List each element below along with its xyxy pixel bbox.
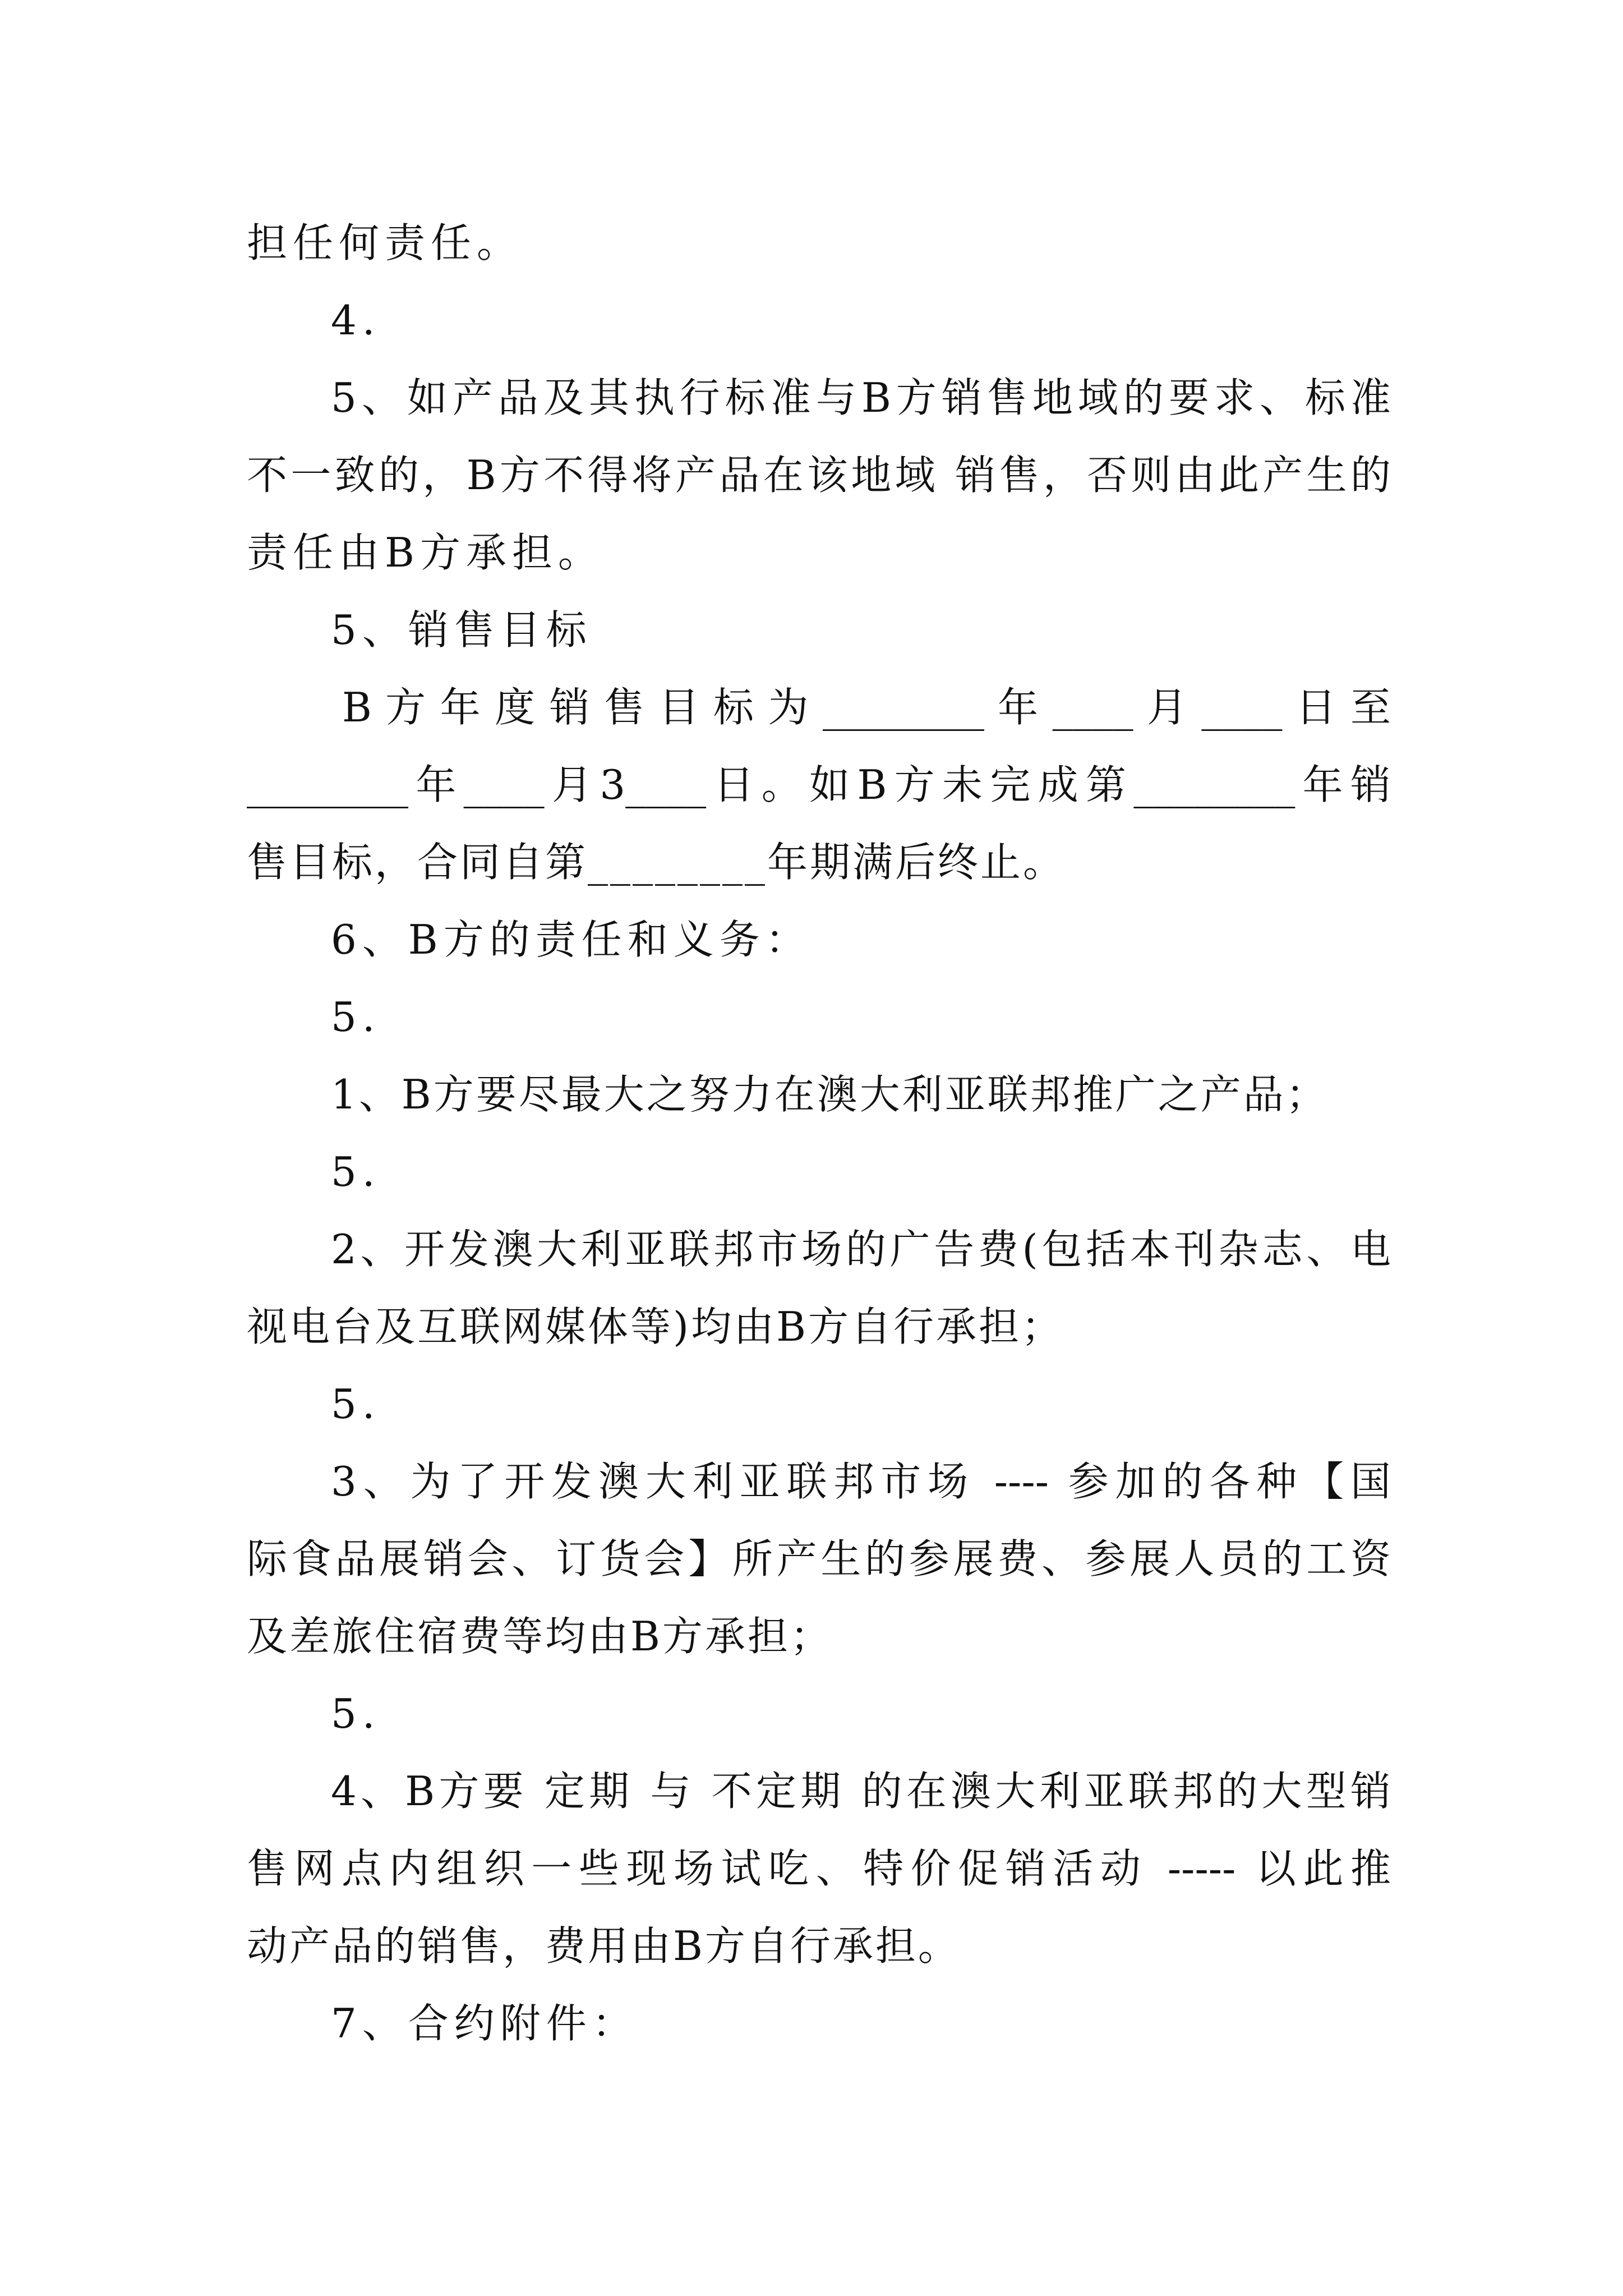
text-line: 担任何责任。 bbox=[247, 219, 523, 266]
text-line: 际食品展销会、订货会】所产生的参展费、参展人员的工资 bbox=[247, 1535, 1391, 1582]
text-line: ________年____月3____日。如B方未完成第________年销 bbox=[247, 761, 1391, 808]
text-line: 1、B方要尽最大之努力在澳大利亚联邦推广之产品； bbox=[331, 1071, 1329, 1118]
text-line: 售网点内组织一些现场试吃、特价促销活动 ----- 以此推 bbox=[247, 1845, 1391, 1892]
text-line: 责任由B方承担。 bbox=[247, 529, 604, 576]
text-line: 售目标，合同自第________年期满后终止。 bbox=[247, 839, 1066, 886]
text-line: 及差旅住宿费等均由B方承担； bbox=[247, 1613, 833, 1660]
text-line: 2、开发澳大利亚联邦市场的广告费(包括本刊杂志、电 bbox=[331, 1226, 1391, 1273]
section-heading: 5、销售目标 bbox=[331, 606, 592, 654]
text-line: 5、如产品及其执行标准与B方销售地域的要求、标准 bbox=[331, 374, 1391, 421]
text-line: 不一致的，B方不得将产品在该地域 销售，否则由此产生的 bbox=[247, 452, 1391, 499]
text-line: 3、为了开发澳大利亚联邦市场 ---- 参加的各种【国 bbox=[331, 1458, 1391, 1505]
text-line: 5. bbox=[331, 1690, 381, 1737]
text-line: 4、B方要 定期 与 不定期 的在澳大利亚联邦的大型销 bbox=[331, 1768, 1391, 1815]
text-line: B 方 年 度 销 售 目 标 为 ________ 年 ____ 月 ____ 日 至 bbox=[342, 684, 1391, 731]
section-heading: 7、合约附件： bbox=[331, 2000, 638, 2047]
text-line: 4. bbox=[331, 297, 381, 344]
text-line: 视电台及互联网媒体等)均由B方自行承担； bbox=[247, 1303, 1064, 1350]
section-heading: 6、B方的责任和义务： bbox=[331, 916, 811, 963]
text-line: 5. bbox=[331, 993, 381, 1041]
text-line: 5. bbox=[331, 1148, 381, 1195]
text-line: 动产品的销售，费用由B方自行承担。 bbox=[247, 1922, 961, 1970]
text-line: 5. bbox=[331, 1381, 381, 1428]
